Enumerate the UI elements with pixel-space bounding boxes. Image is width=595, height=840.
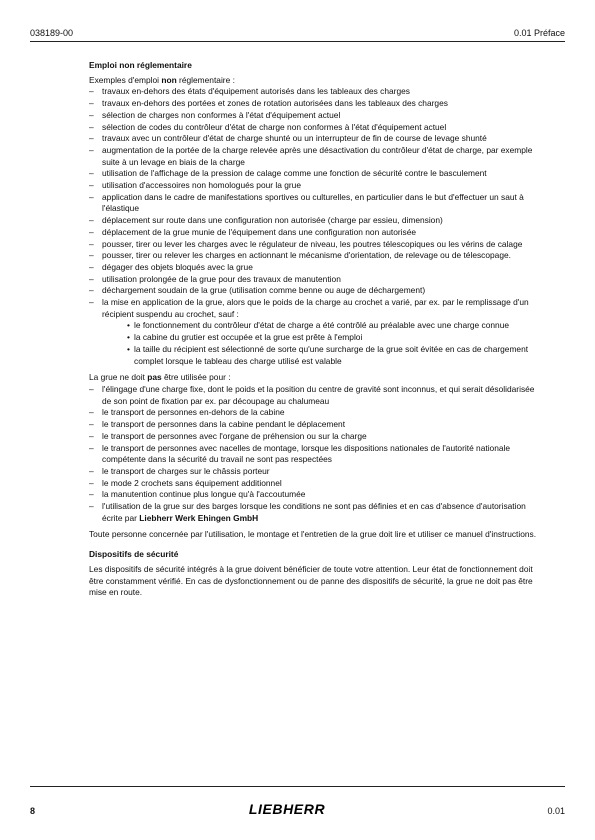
- list-item: – l'élingage d'une charge fixe, dont le poids et la position du centre de gravité sont inconnus, et qui serait désolidarisée de son point de fixation par ex. par découpage au chalumeau: [89, 384, 541, 407]
- list-item: – dégager des objets bloqués avec la grue: [89, 262, 541, 274]
- page-number: 8: [30, 806, 36, 816]
- list-item: – pousser, tirer ou lever les charges avec le régulateur de niveau, les poutres télescopiques ou les vérins de calage: [89, 239, 541, 251]
- heading-securite: Dispositifs de sécurité: [89, 549, 179, 560]
- list-item: – le mode 2 crochets sans équipement additionnel: [89, 478, 541, 490]
- list-item: – application dans le cadre de manifestations sportives ou culturelles, en particulier dans le but d'effectuer un saut à l'élastique: [89, 192, 541, 215]
- list-item: – déplacement de la grue munie de l'équipement dans une configuration non autorisée: [89, 227, 541, 239]
- section-title: 0.01 Préface: [513, 28, 565, 38]
- list-item: – le transport de personnes en-dehors de la cabine: [89, 407, 541, 419]
- heading-emploi: Emploi non réglementaire: [89, 60, 192, 70]
- sub-list-item: • la taille du récipient est sélectionné de sorte qu'une surcharge de la grue soit évitée en cas de chargement complet lorsque le tableau des charge utilisé est valable: [102, 344, 541, 367]
- footer-divider: [30, 786, 565, 787]
- list-item: – sélection de charges non conformes à l'état d'équipement actuel: [89, 110, 541, 122]
- list-item: – augmentation de la portée de la charge relevée après une désactivation du contrôleur d'état de charge, par exemple suite à un levage en biais de la charge: [89, 145, 541, 168]
- list-item: – le transport de charges sur le châssis porteur: [89, 466, 541, 478]
- sub-list-item: • le fonctionnement du contrôleur d'état de charge a été contrôlé au préalable avec une charge connue: [102, 320, 541, 332]
- list-item-text: la mise en application de la grue, alors que le poids de la charge au crochet a varié, par ex. par le remplissage d'un récipient suspendu au crochet, sauf :: [102, 297, 529, 319]
- list-item: – travaux avec un contrôleur d'état de charge shunté ou un interrupteur de fin de course de levage shunté: [89, 133, 541, 145]
- list-item: – utilisation de l'affichage de la pression de calage comme une fonction de sécurité contre le basculement: [89, 168, 541, 180]
- list-item: [89, 297, 541, 367]
- notice-paragraph: Toute personne concernée par l'utilisation, le montage et l'entretien de la grue doit lire et utiliser ce manuel d'instructions.: [89, 529, 537, 540]
- list-item: – utilisation prolongée de la grue pour des travaux de manutention: [89, 274, 541, 286]
- sub-list-item: • la cabine du grutier est occupée et la grue est prête à l'emploi: [102, 332, 541, 344]
- version-number: 0.01: [547, 806, 565, 816]
- list-item: – pousser, tirer ou relever les charges en actionnant le mécanisme d'orientation, de relevage ou de télescopage.: [89, 250, 541, 262]
- emploi-intro: Exemples d'emploi non réglementaire :: [89, 74, 235, 85]
- securite-paragraph: Les dispositifs de sécurité intégrés à la grue doivent bénéficier de toute votre attention. Leur état de fonctionnement doit être constamment vérifié. En cas de dysfonctionnement ou de panne des dispositifs de sécurité, la grue ne doit pas être mise en route.: [89, 563, 533, 598]
- list-item: – l'utilisation de la grue sur des barges lorsque les conditions ne sont pas définies et en cas d'absence d'autorisation écrite par Liebherr Werk Ehingen GmbH: [89, 501, 541, 524]
- header-divider: [30, 41, 565, 42]
- list-item: – le transport de personnes avec l'organe de préhension ou sur la charge: [89, 431, 541, 443]
- logo-text: LIEBHERR: [248, 801, 326, 817]
- interdit-intro: La grue ne doit pas être utilisée pour :: [89, 372, 231, 383]
- list-item: – travaux en-dehors des portées et zones de rotation autorisées dans les tableaux des charges: [89, 98, 541, 110]
- list-item: – la manutention continue plus longue qu'à l'accoutumée: [89, 489, 541, 501]
- list-item: – le transport de personnes avec nacelles de montage, lorsque les dispositions nationales de l'autorité nationale compétente dans la sécurité du travail ne sont pas respectées: [89, 443, 541, 466]
- sub-list: [102, 320, 541, 367]
- list-item: – travaux en-dehors des états d'équipement autorisés dans les tableaux des charges: [89, 86, 541, 98]
- list-item: – le transport de personnes dans la cabine pendant le déplacement: [89, 419, 541, 431]
- document-number: 038189-00: [30, 28, 74, 38]
- list-item: – sélection de codes du contrôleur d'état de charge non conformes à l'état d'équipement actuel: [89, 122, 541, 134]
- page-content: [89, 60, 541, 599]
- list-item: – déplacement sur route dans une configuration non autorisée (charge par essieu, dimension): [89, 215, 541, 227]
- emploi-list: [89, 86, 541, 367]
- interdit-list: [89, 384, 541, 524]
- liebherr-logo: [240, 801, 334, 817]
- list-item: – déchargement soudain de la grue (utilisation comme benne ou auge de déchargement): [89, 285, 541, 297]
- list-item: – utilisation d'accessoires non homologués pour la grue: [89, 180, 541, 192]
